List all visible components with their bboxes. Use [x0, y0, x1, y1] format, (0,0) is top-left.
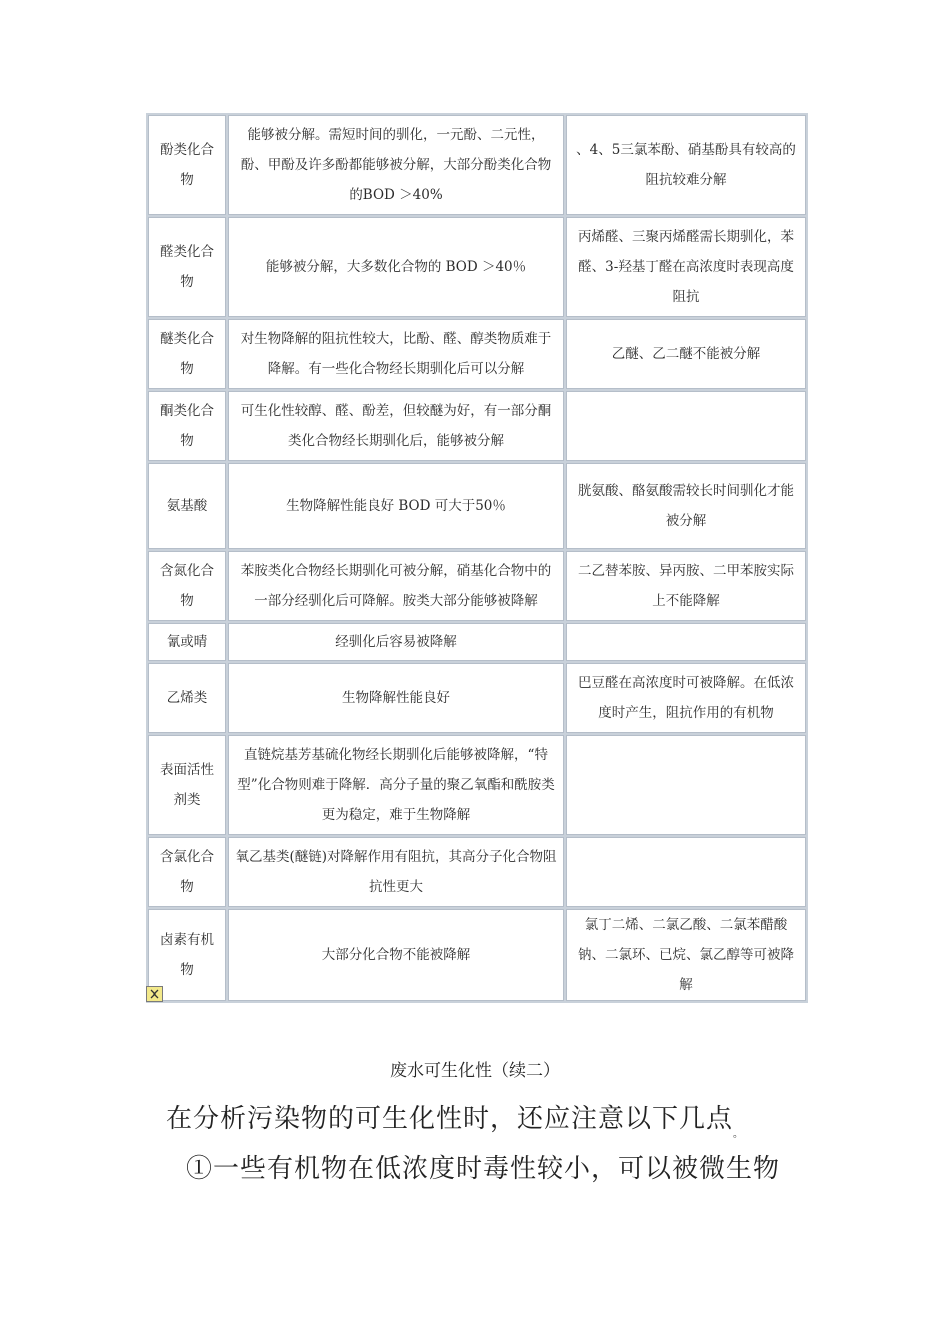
compound-description: 氧乙基类(醚链)对降解作用有阻抗，其高分子化合物阻抗性更大 — [228, 837, 564, 907]
compound-name: 含氮化合物 — [148, 551, 226, 621]
table-row — [148, 391, 806, 461]
compound-description: 可生化性较醇、醛、酚差，但较醚为好，有一部分酮类化合物经长期驯化后，能够被分解 — [228, 391, 564, 461]
paragraph-line-1 — [166, 1098, 744, 1140]
compound-name: 酚类化合物 — [148, 115, 226, 215]
embedded-object-icon[interactable] — [146, 986, 163, 1002]
table-row — [148, 909, 806, 1001]
table-row — [148, 463, 806, 549]
compound-name: 氰或晴 — [148, 623, 226, 661]
compound-name: 卤素有机物 — [148, 909, 226, 1001]
compound-name: 含氯化合物 — [148, 837, 226, 907]
compound-description: 直链烷基芳基硫化物经长期驯化后能够被降解，“特型”化合物则难于降解．高分子量的聚乙氧酯和酰胺类更为稳定，难于生物降解 — [228, 735, 564, 835]
table-row — [148, 115, 806, 215]
compound-description: 经驯化后容易被降解 — [228, 623, 564, 661]
compound-description: 对生物降解的阻抗性较大，比酚、醛、醇类物质难于降解。有一些化合物经长期驯化后可以分解 — [228, 319, 564, 389]
compound-description: 苯胺类化合物经长期驯化可被分解，硝基化合物中的一部分经驯化后可降解。胺类大部分能够被降解 — [228, 551, 564, 621]
table-row — [148, 735, 806, 835]
compound-note — [566, 623, 806, 661]
paragraph-line-1-text: 在分析污染物的可生化性时，还应注意以下几点 — [166, 1104, 734, 1134]
compound-note: 二乙替苯胺、异丙胺、二甲苯胺实际上不能降解 — [566, 551, 806, 621]
compound-description: 生物降解性能良好 — [228, 663, 564, 733]
compound-name: 乙烯类 — [148, 663, 226, 733]
table-row — [148, 319, 806, 389]
compound-name: 表面活性剂类 — [148, 735, 226, 835]
compound-note: 乙醚、乙二醚不能被分解 — [566, 319, 806, 389]
compound-name: 醛类化合物 — [148, 217, 226, 317]
biodegradability-table — [146, 113, 808, 1003]
paragraph-line-1-mark: 。 — [733, 1129, 745, 1140]
table-row — [148, 837, 806, 907]
compound-note — [566, 391, 806, 461]
table-row — [148, 551, 806, 621]
compound-note: 氯丁二烯、二氯乙酸、二氯苯醋酸钠、二氯环、已烷、氯乙醇等可被降解 — [566, 909, 806, 1001]
compound-description: 能够被分解，大多数化合物的 BOD ＞40％ — [228, 217, 564, 317]
table-row — [148, 217, 806, 317]
compound-note — [566, 735, 806, 835]
compound-description: 生物降解性能良好 BOD 可大于50％ — [228, 463, 564, 549]
table-row — [148, 663, 806, 733]
compound-note — [566, 837, 806, 907]
section-subtitle: 废水可生化性（续二） — [390, 1061, 560, 1081]
compound-note: 巴豆醛在高浓度时可被降解。在低浓度时产生，阻抗作用的有机物 — [566, 663, 806, 733]
table-row — [148, 623, 806, 661]
compound-description: 大部分化合物不能被降解 — [228, 909, 564, 1001]
compound-note: 、4、5三氯苯酚、硝基酚具有较高的阻抗较难分解 — [566, 115, 806, 215]
compound-name: 醚类化合物 — [148, 319, 226, 389]
compound-note: 丙烯醛、三聚丙烯醛需长期驯化，苯醛、3-羟基丁醛在高浓度时表现高度阻抗 — [566, 217, 806, 317]
compound-note: 胱氨酸、酪氨酸需较长时间驯化才能被分解 — [566, 463, 806, 549]
compound-name: 氨基酸 — [148, 463, 226, 549]
compound-description: 能够被分解。需短时间的驯化，一元酚、二元性，酚、甲酚及许多酚都能够被分解，大部分酚类化合物的BOD ＞40% — [228, 115, 564, 215]
paragraph-line-2: ①一些有机物在低浓度时毒性较小，可以被微生物 — [186, 1154, 781, 1184]
compound-name: 酮类化合物 — [148, 391, 226, 461]
